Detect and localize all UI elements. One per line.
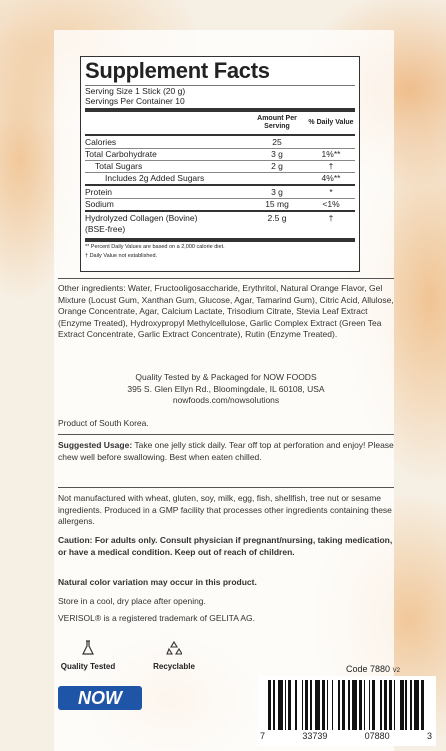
color-note: Natural color variation may occur in this product. bbox=[58, 577, 257, 587]
now-logo bbox=[58, 686, 142, 710]
origin: Product of South Korea. bbox=[58, 418, 149, 428]
facts-row: Sodium 15 mg <1% bbox=[85, 198, 355, 210]
lab-flask-icon bbox=[80, 640, 96, 656]
caution: Caution: For adults only. Consult physician if pregnant/nursing, taking medication, or have a medical condition. Keep out of reach of children. bbox=[58, 535, 393, 557]
facts-footnote-1: ** Percent Daily Values are based on a 2,000 calorie diet. bbox=[85, 244, 225, 250]
usage-text: Take one jelly stick daily. Tear off top at perforation and enjoy! Please chew well before swallowing. Best when eaten chilled. bbox=[58, 440, 394, 462]
divider bbox=[58, 278, 394, 279]
facts-row: Total Carbohydrate 3 g 1%** bbox=[85, 148, 355, 160]
trademark: VERISOL® is a registered trademark of GELITA AG. bbox=[58, 613, 255, 623]
supplement-facts-box bbox=[80, 56, 360, 272]
barcode-digits: 7 33739 07880 3 bbox=[260, 731, 432, 741]
dv-header: % Daily Value bbox=[308, 119, 354, 126]
facts-row: Calories 25 bbox=[85, 136, 282, 147]
other-ingredients: Other ingredients: Water, Fructooligosaccharide, Erythritol, Natural Orange Flavor, Gel Mixture (Locust Gum, Xanthan Gum, Glucose, Agar, Tamarind Gum), Citric Acid, Allulose, Orange Concentrate, Agar, Calcium Lactate, Trisodium Citrate, Stevia Leaf Extract (Enzyme Treated), Hydroxypropyl Methylcellulose, Garlic Complex Extract (Green Tea Extract Concentrate, Garlic Extract Concentrate), Rutin (Enzyme Treated). bbox=[58, 283, 394, 339]
quality-block bbox=[58, 372, 394, 407]
quality-line-3: nowfoods.com/nowsolutions bbox=[172, 395, 280, 405]
product-code: Code 7880 V2 bbox=[346, 664, 400, 674]
facts-rows bbox=[85, 136, 355, 236]
quality-line-1: Quality Tested by & Packaged for NOW FOODS bbox=[135, 372, 317, 382]
divider bbox=[58, 487, 394, 488]
usage-label: Suggested Usage: bbox=[58, 440, 133, 450]
divider bbox=[58, 434, 394, 435]
facts-footnote-2: † Daily Value not established. bbox=[85, 253, 158, 259]
storage: Store in a cool, dry place after opening. bbox=[58, 596, 206, 606]
facts-title: Supplement Facts bbox=[85, 58, 270, 83]
allergen-statement: Not manufactured with wheat, gluten, soy, milk, egg, fish, shellfish, tree nut or sesame ingredients. Produced in a GMP facility that processes other ingredients containing these allergens. bbox=[58, 493, 392, 526]
facts-header bbox=[85, 112, 355, 134]
quality-tested-badge: Quality Tested bbox=[58, 640, 118, 671]
recyclable-badge: Recyclable bbox=[144, 640, 204, 671]
barcode bbox=[258, 676, 436, 746]
recycle-icon bbox=[166, 640, 182, 656]
serving-size: Serving Size 1 Stick (20 g) bbox=[85, 86, 186, 96]
facts-row: Hydrolyzed Collagen (Bovine) (BSE-free) 2.5 g † bbox=[85, 213, 334, 234]
amount-header: Amount Per Serving bbox=[257, 115, 297, 130]
facts-row: Protein 3 g * bbox=[85, 186, 333, 197]
servings-per-container: Servings Per Container 10 bbox=[85, 96, 185, 106]
quality-line-2: 395 S. Glen Ellyn Rd., Bloomingdale, IL 60108, USA bbox=[127, 383, 325, 394]
facts-row: Total Sugars 2 g † bbox=[85, 160, 355, 172]
barcode-bars bbox=[268, 680, 426, 730]
badges bbox=[58, 640, 204, 671]
suggested-usage bbox=[58, 440, 394, 463]
svg-text:NOW: NOW bbox=[78, 688, 122, 708]
facts-row: Includes 2g Added Sugars 4%** bbox=[85, 172, 355, 184]
barcode-bar bbox=[424, 680, 426, 730]
